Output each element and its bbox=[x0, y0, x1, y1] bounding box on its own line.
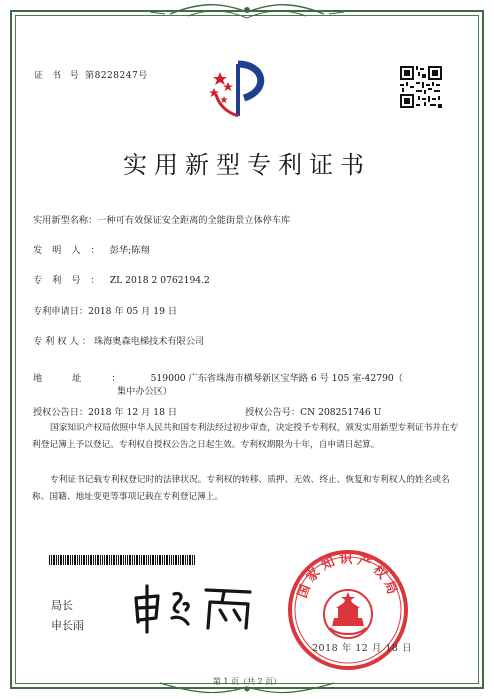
certificate-number-label: 证 书 号 bbox=[34, 71, 82, 81]
certificate-title: 实用新型专利证书 bbox=[123, 151, 371, 179]
seal-date: 2018 年 12 月 18 日 bbox=[312, 643, 412, 654]
inventor-value: 彭华;陈翔 bbox=[109, 245, 150, 256]
cnipa-logo-icon bbox=[204, 60, 274, 122]
certificate-number-value: 第8228247号 bbox=[85, 71, 148, 81]
body-paragraph-1: 国家知识产权局依照中华人民共和国专利法经过初步审查，决定授予专利权，颁发实用新型专利证书并在专利登记簿上予以登记。专利权自授权公告之日起生效。专利权期限为十年，自申请日起算。 bbox=[32, 423, 459, 450]
grant-announcement-number-label: 授权公告号： bbox=[245, 407, 301, 418]
barcode-icon bbox=[49, 555, 195, 565]
grant-announcement-date-value: 2018 年 12 月 18 日 bbox=[88, 407, 178, 418]
row-inventor bbox=[33, 242, 150, 256]
page-footer: 第 1 页（共 2 页） bbox=[212, 677, 282, 686]
address-line1: 519000 广东省珠海市横琴新区宝华路 6 号 105 室-42790（ bbox=[150, 373, 403, 384]
handwritten-signature-icon bbox=[128, 580, 258, 634]
director-name: 申长雨 bbox=[51, 619, 84, 632]
utility-model-name-label: 实用新型名称： bbox=[33, 215, 98, 226]
body-paragraph-2: 专利证书记载专利权登记时的法律状况。专利权的转移、质押、无效、终止、恢复和专利权人的姓名或名称、国籍、地址变更等事项记载在专利登记簿上。 bbox=[32, 475, 450, 502]
row-patentee bbox=[33, 333, 204, 347]
top-ornament-icon bbox=[0, 0, 494, 26]
qr-code-icon bbox=[400, 66, 442, 108]
row-grant-announcement bbox=[33, 404, 177, 418]
seal-text: 国家知识产权局 bbox=[295, 552, 401, 601]
svg-text:国家知识产权局 bbox=[294, 551, 400, 600]
patentee-value: 珠海奥森电梯技术有限公司 bbox=[93, 336, 205, 347]
filing-date-value: 2018 年 05 月 19 日 bbox=[88, 306, 178, 317]
patent-number-label: 专利号： bbox=[33, 275, 110, 286]
row-utility-model-name bbox=[33, 212, 290, 226]
row-address bbox=[33, 370, 403, 384]
address-line2: 集中办公区） bbox=[117, 386, 173, 397]
grant-announcement-number-value: CN 208251746 U bbox=[300, 407, 382, 418]
row-grant-announcement-number bbox=[245, 404, 381, 418]
filing-date-label: 专利申请日： bbox=[33, 306, 89, 317]
grant-announcement-date-label: 授权公告日： bbox=[33, 407, 89, 418]
patentee-label: 专利权人： bbox=[33, 336, 94, 347]
address-label: 地址： bbox=[33, 373, 151, 384]
utility-model-name-value: 一种可有效保证安全距离的全能街景立体停车库 bbox=[97, 215, 291, 226]
inventor-label: 发明人： bbox=[33, 245, 110, 256]
row-patent-number bbox=[33, 272, 210, 286]
patent-number-value: ZL 2018 2 0762194.2 bbox=[109, 275, 210, 286]
certificate-number bbox=[34, 68, 148, 81]
director-title: 局长 bbox=[51, 599, 73, 612]
row-filing-date bbox=[33, 303, 177, 317]
